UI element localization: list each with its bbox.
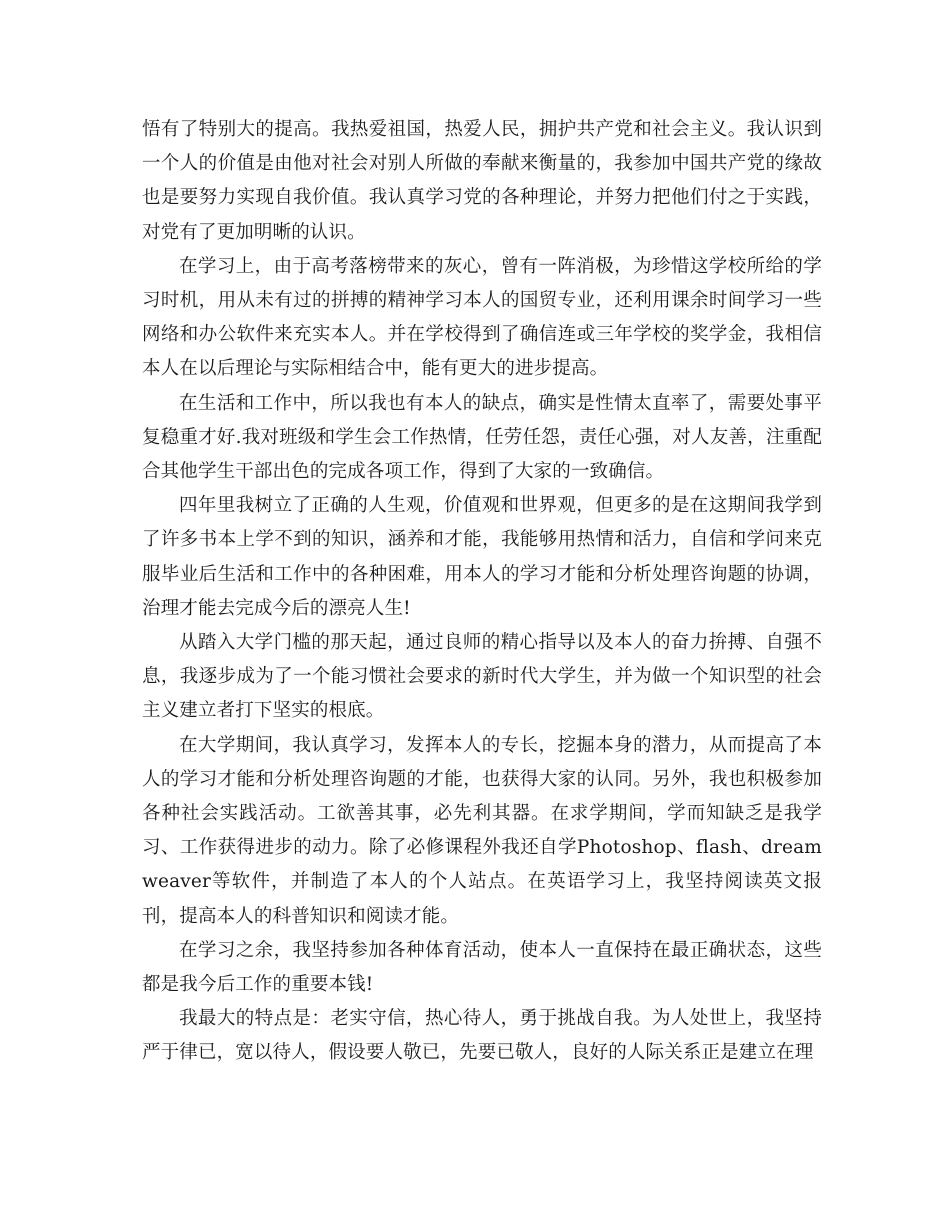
document-body: [142, 113, 822, 1071]
paragraph-1: 悟有了特别大的提高。我热爱祖国，热爱人民，拥护共产党和社会主义。我认识到一个人的价值是由他对社会对别人所做的奉献来衡量的，我参加中国共产党的缘故也是要努力实现自我价值。我认真学习党的各种理论，并努力把他们付之于实践，对党有了更加明晰的认识。: [142, 119, 822, 243]
paragraph-5: 从踏入大学门槛的那天起，通过良师的精心指导以及本人的奋力拚搏、自强不息，我逐步成为了一个能习惯社会要求的新时代大学生，并为做一个知识型的社会主义建立者打下坚实的根底。: [142, 632, 822, 722]
paragraph-6: 在大学期间，我认真学习，发挥本人的专长，挖掘本身的潜力，从而提高了本人的学习才能和分析处理咨询题的才能，也获得大家的认同。另外，我也积极参加各种社会实践活动。工欲善其事，必先利其器。在求学期间，学而知缺乏是我学习、工作获得进步的动力。除了必修课程外我还自学Photoshop、flash、dreamweaver等软件，并制造了本人的个人站点。在英语学习上，我坚持阅读英文报刊，提高本人的科普知识和阅读才能。: [142, 734, 822, 927]
paragraph-4: 四年里我树立了正确的人生观，价值观和世界观，但更多的是在这期间我学到了许多书本上学不到的知识，涵养和才能，我能够用热情和活力，自信和学问来克服毕业后生活和工作中的各种困难，用本人的学习才能和分析处理咨询题的协调，治理才能去完成今后的漂亮人生!: [142, 495, 822, 619]
paragraph-2: 在学习上，由于高考落榜带来的灰心，曾有一阵消极，为珍惜这学校所给的学习时机，用从未有过的拼搏的精神学习本人的国贸专业，还利用课余时间学习一些网络和办公软件来充实本人。并在学校得到了确信连或三年学校的奖学金，我相信本人在以后理论与实际相结合中，能有更大的进步提高。: [142, 255, 822, 380]
paragraph-7: 在学习之余，我坚持参加各种体育活动，使本人一直保持在最正确状态，这些都是我今后工作的重要本钱!: [142, 939, 822, 996]
paragraph-8: 我最大的特点是：老实守信，热心待人，勇于挑战自我。为人处世上，我坚持严于律已，宽以待人，假设要人敬已，先要已敬人，良好的人际关系正是建立在理: [142, 1008, 822, 1064]
paragraph-3: 在生活和工作中，所以我也有本人的缺点，确实是性情太直率了，需要处事平复稳重才好.我对班级和学生会工作热情，任劳任怨，责任心强，对人友善，注重配合其他学生干部出色的完成各项工作，得到了大家的一致确信。: [142, 392, 822, 483]
